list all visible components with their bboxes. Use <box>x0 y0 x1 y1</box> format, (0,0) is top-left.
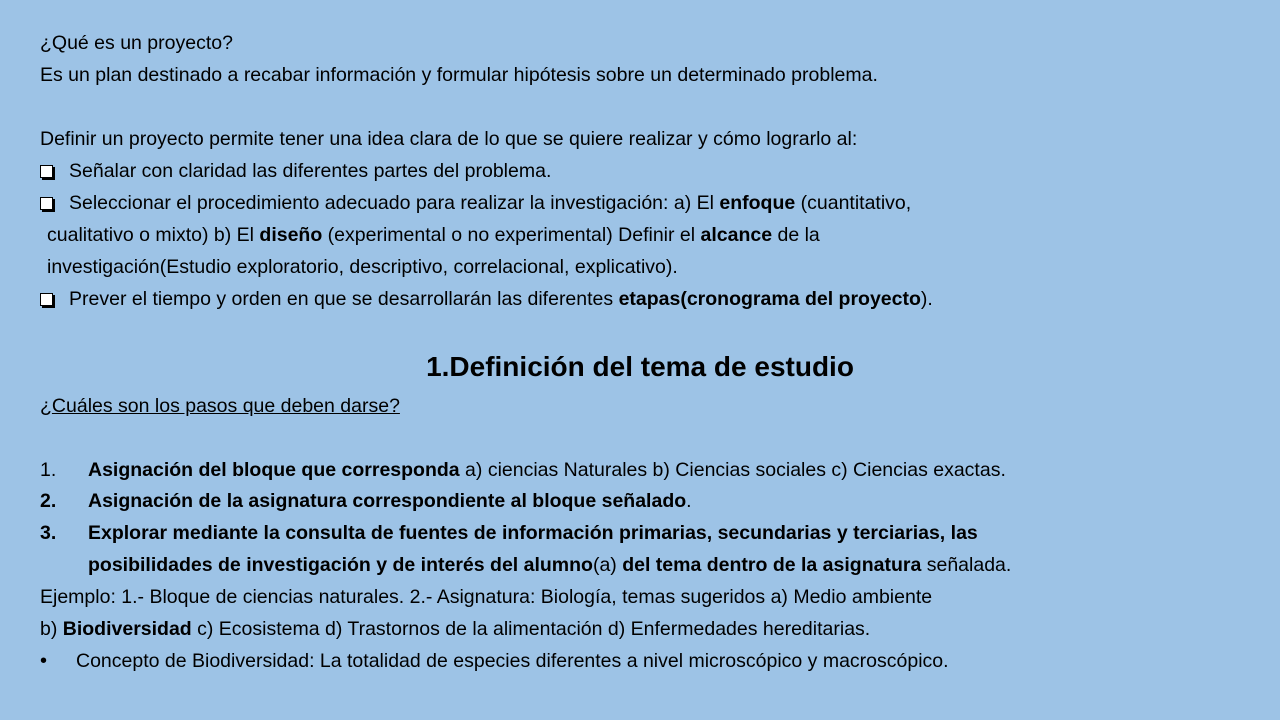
example-line-1-text: Ejemplo: 1.- Bloque de ciencias naturales. 2.- Asignatura: Biología, temas sugeridos a) Medio ambiente <box>40 586 933 608</box>
example-line-2 <box>40 613 1250 645</box>
example-line-2c: c) Ecosistema d) Trastornos de la alimentación d) Enfermedades hereditarias. <box>191 618 871 640</box>
section-title: 1.Definición del tema de estudio <box>426 351 854 382</box>
checklist-item-2-diseno: diseño <box>259 224 323 246</box>
step-2 <box>40 485 1250 517</box>
checklist-item-3-text-c: ). <box>920 288 933 310</box>
example-biodiversidad: Biodiversidad <box>62 618 192 640</box>
example-line-1 <box>40 581 1250 613</box>
checklist-item-2-text-f: (experimental o no experimental) Definir el <box>322 224 701 246</box>
checklist-item-3-etapas: etapas(cronograma del proyecto <box>618 288 921 310</box>
checklist-item-1 <box>40 155 1250 187</box>
checklist-item-2 <box>40 187 1250 219</box>
intro-lead-text: Definir un proyecto permite tener una idea clara de lo que se quiere realizar y cómo lograrlo al: <box>40 128 858 150</box>
checkbox-bullet-icon <box>40 165 53 178</box>
step-2-number: 2. <box>40 490 57 512</box>
bullet-dot-icon: • <box>40 650 48 672</box>
step-3-line-2d: señalada. <box>921 554 1012 576</box>
checklist-item-2-text-i: investigación(Estudio exploratorio, descriptivo, correlacional, explicativo). <box>47 256 678 278</box>
section-question <box>40 390 1250 422</box>
step-3-line-1: Explorar mediante la consulta de fuentes de información primarias, secundarias y terciarias, las <box>88 522 978 544</box>
checklist-item-2-enfoque: enfoque <box>719 192 796 214</box>
checklist-item-2-text-h: de la <box>772 224 820 246</box>
intro-lead <box>40 123 1250 155</box>
checklist-item-2-alcance: alcance <box>700 224 773 246</box>
step-3-line-2a: posibilidades de investigación y de interés del alumno <box>88 554 593 576</box>
intro-question <box>40 27 1250 59</box>
step-3 <box>40 517 1250 549</box>
step-3-line-2b: (a) <box>592 554 623 576</box>
step-3-line-2c: del tema dentro de la asignatura <box>622 554 922 576</box>
intro-definition-text: Es un plan destinado a recabar información y formular hipótesis sobre un determinado problema. <box>40 64 878 86</box>
checkbox-bullet-icon <box>40 293 53 306</box>
step-1 <box>40 454 1250 486</box>
concept-text: Concepto de Biodiversidad: La totalidad de especies diferentes a nivel microscópico y macroscópico. <box>76 650 949 672</box>
step-2-rest: . <box>686 490 692 512</box>
step-1-rest: a) ciencias Naturales b) Ciencias sociales c) Ciencias exactas. <box>459 459 1006 481</box>
step-1-bold: Asignación del bloque que corresponda <box>88 459 460 481</box>
checklist-item-2-text-a: Seleccionar el procedimiento adecuado para realizar la investigación: a) El <box>69 192 720 214</box>
checklist-item-2-text-d: cualitativo o mixto) b) El <box>47 224 260 246</box>
checklist-item-1-text: Señalar con claridad las diferentes partes del problema. <box>69 160 552 182</box>
step-2-bold: Asignación de la asignatura correspondiente al bloque señalado <box>88 490 687 512</box>
checklist-item-2-cont <box>47 219 1250 251</box>
checklist-item-2-cont2 <box>47 251 1250 283</box>
concept-bullet-item <box>40 645 1250 677</box>
step-1-number: 1. <box>40 459 57 481</box>
step-3-cont <box>88 549 1250 581</box>
section-question-text: Cuáles son los pasos que deben darse? <box>51 395 400 417</box>
checklist-item-2-text-c: (cuantitativo, <box>795 192 912 214</box>
step-3-number: 3. <box>40 522 57 544</box>
checklist-item-3 <box>40 283 1250 315</box>
intro-definition <box>40 59 1250 91</box>
section-question-prefix: ¿ <box>40 395 52 417</box>
intro-question-text: ¿Qué es un proyecto? <box>40 32 233 54</box>
checkbox-bullet-icon <box>40 197 53 210</box>
checklist-item-3-text-a: Prever el tiempo y orden en que se desarrollarán las diferentes <box>69 288 619 310</box>
example-line-2a: b) <box>40 618 63 640</box>
